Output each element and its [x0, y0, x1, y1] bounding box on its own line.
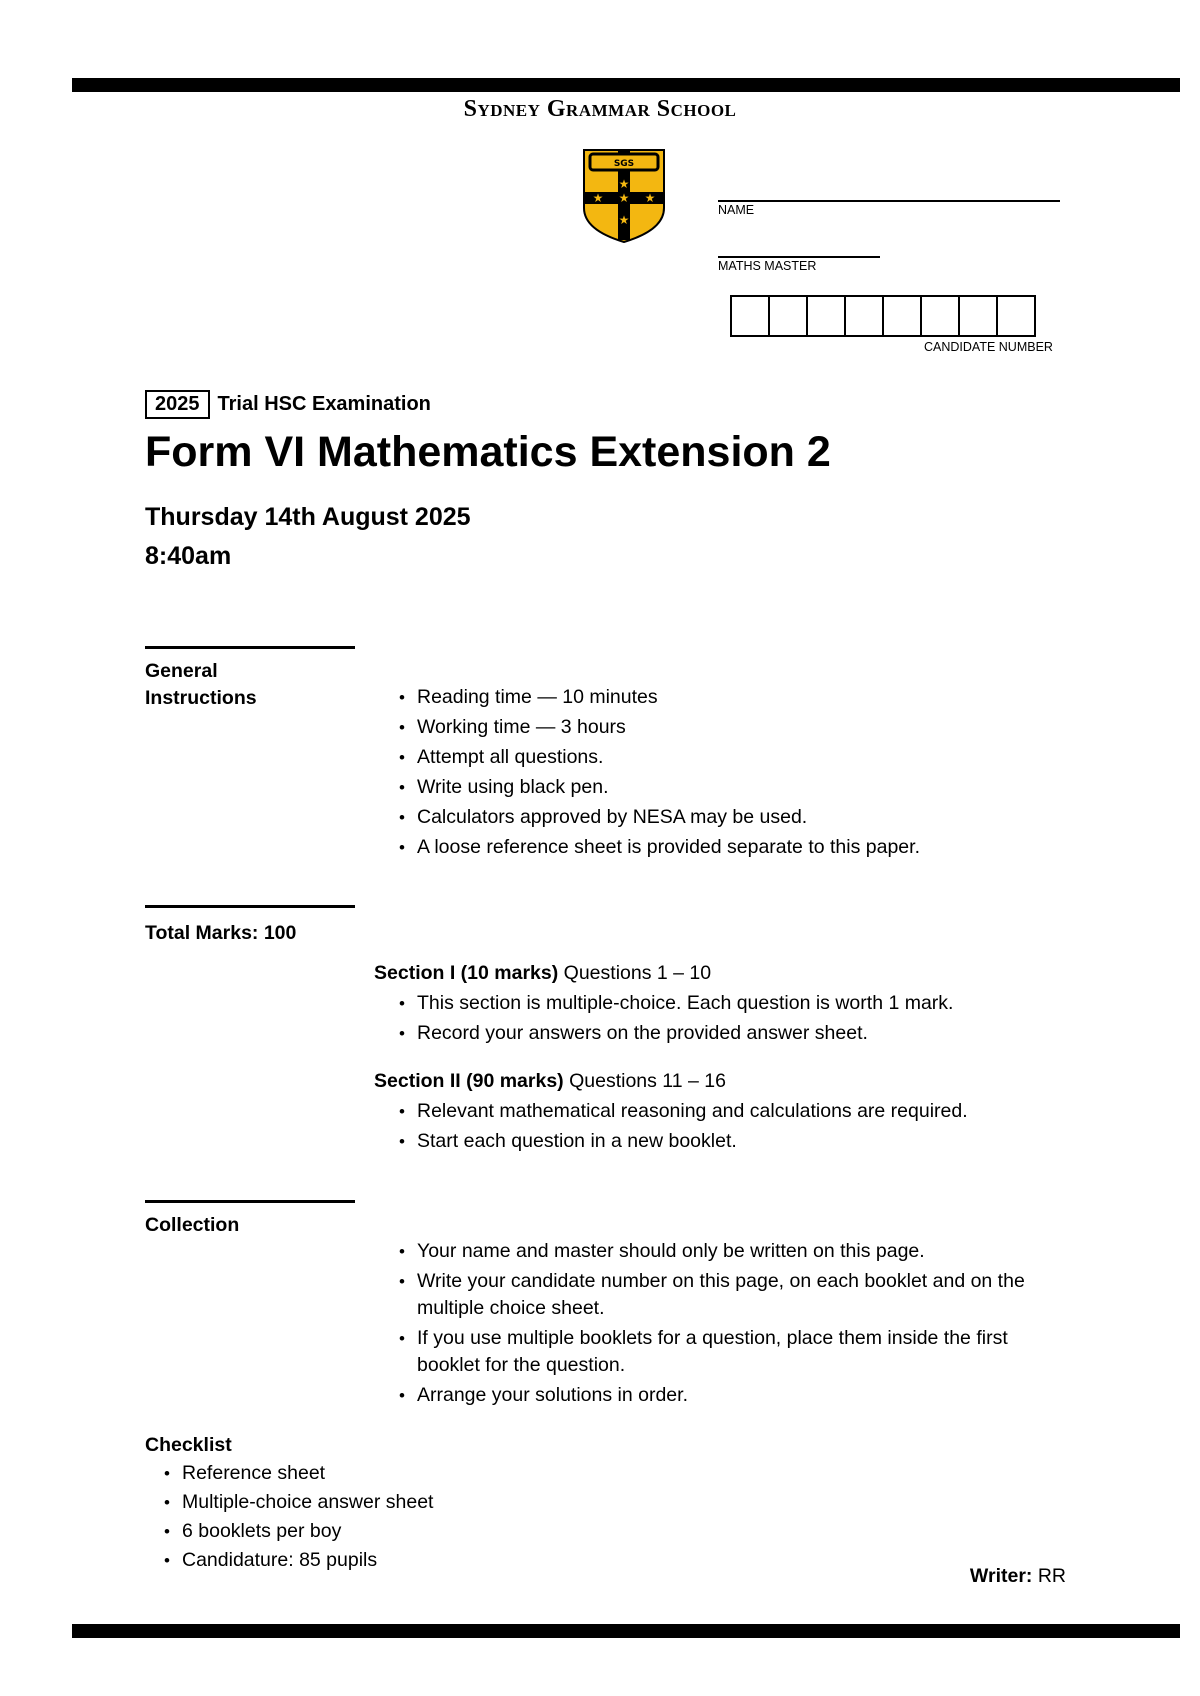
list-item: • Calculators approved by NESA may be used.: [395, 804, 1095, 831]
list-item: • If you use multiple booklets for a question, place them inside the first booklet for the question.: [395, 1325, 1075, 1379]
writer-value: RR: [1037, 1565, 1066, 1587]
school-crest-icon: [582, 148, 666, 244]
section-2-questions: Questions 11 – 16: [569, 1070, 726, 1092]
list-item: • Multiple-choice answer sheet: [160, 1489, 660, 1516]
list-item: • Start each question in a new booklet.: [395, 1128, 1095, 1155]
list-item: • 6 booklets per boy: [160, 1518, 660, 1545]
school-name: Sydney Grammar School: [463, 96, 737, 122]
checklist-list: [160, 1460, 660, 1576]
list-item: • Working time — 3 hours: [395, 714, 1095, 741]
list-item: • Attempt all questions.: [395, 744, 1095, 771]
collection-list: [395, 1238, 1075, 1412]
general-heading-line2: Instructions: [145, 687, 257, 709]
exam-title: Form VI Mathematics Extension 2: [145, 428, 831, 476]
crest-banner-text: SGS: [613, 159, 635, 169]
section-2-title: [374, 1070, 726, 1093]
total-marks-heading: Total Marks: 100: [145, 922, 297, 944]
list-item: • Your name and master should only be written on this page.: [395, 1238, 1075, 1265]
collection-heading: Collection: [145, 1214, 240, 1236]
list-item: • Write your candidate number on this page, on each booklet and on the multiple choice sheet.: [395, 1268, 1075, 1322]
section-rule: [145, 905, 355, 908]
list-item: • Arrange your solutions in order.: [395, 1382, 1075, 1409]
name-line[interactable]: [718, 200, 1060, 202]
general-heading-line1: General: [145, 660, 218, 682]
list-item: • Record your answers on the provided answer sheet.: [395, 1020, 1095, 1047]
name-label: NAME: [718, 203, 755, 217]
svg-text:★: ★: [644, 191, 656, 205]
section-rule: [145, 1200, 355, 1203]
candidate-box[interactable]: [920, 295, 960, 337]
candidate-number-boxes: [730, 295, 1036, 337]
section-2-list: [395, 1098, 1095, 1158]
svg-text:★: ★: [618, 191, 630, 205]
section-1-title: [374, 962, 711, 985]
list-item: • This section is multiple-choice. Each question is worth 1 mark.: [395, 990, 1095, 1017]
general-instructions-heading: [145, 658, 257, 712]
exam-date: Thursday 14th August 2025: [145, 503, 471, 531]
writer: [970, 1565, 1066, 1588]
bottom-rule: [72, 1624, 1180, 1638]
candidate-number-label: CANDIDATE NUMBER: [924, 340, 1053, 354]
section-1-questions: Questions 1 – 10: [563, 962, 712, 984]
exam-year: 2025: [145, 390, 210, 419]
general-instructions-list: [395, 684, 1095, 864]
exam-time: 8:40am: [145, 542, 232, 570]
section-2-label: Section II (90 marks): [374, 1070, 564, 1092]
top-rule: [72, 78, 1180, 92]
list-item: • A loose reference sheet is provided separate to this paper.: [395, 834, 1095, 861]
maths-master-line[interactable]: [718, 256, 880, 258]
section-rule: [145, 646, 355, 649]
list-item: • Write using black pen.: [395, 774, 1095, 801]
list-item: • Relevant mathematical reasoning and calculations are required.: [395, 1098, 1095, 1125]
svg-text:★: ★: [592, 191, 604, 205]
list-item: • Candidature: 85 pupils: [160, 1547, 660, 1574]
maths-master-label: MATHS MASTER: [718, 259, 817, 273]
svg-text:★: ★: [618, 177, 630, 191]
exam-type: Trial HSC Examination: [217, 393, 431, 415]
candidate-box[interactable]: [996, 295, 1036, 337]
checklist-heading: Checklist: [145, 1434, 232, 1456]
exam-type-line: [145, 390, 431, 419]
candidate-box[interactable]: [806, 295, 846, 337]
candidate-box[interactable]: [882, 295, 922, 337]
svg-text:★: ★: [618, 213, 630, 227]
candidate-box[interactable]: [844, 295, 884, 337]
candidate-box[interactable]: [768, 295, 808, 337]
list-item: • Reading time — 10 minutes: [395, 684, 1095, 711]
candidate-box[interactable]: [958, 295, 998, 337]
section-1-label: Section I (10 marks): [374, 962, 559, 984]
candidate-box[interactable]: [730, 295, 770, 337]
list-item: • Reference sheet: [160, 1460, 660, 1487]
writer-label: Writer:: [969, 1565, 1033, 1587]
section-1-list: [395, 990, 1095, 1050]
